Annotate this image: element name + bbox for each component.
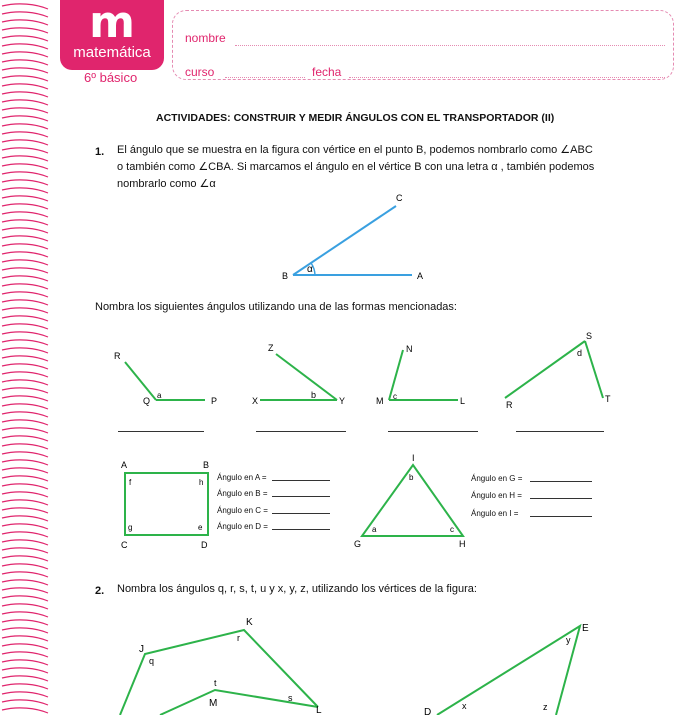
example-label-alpha: α bbox=[307, 264, 313, 275]
sq-label-d: D bbox=[201, 540, 208, 550]
tri-label-g: G bbox=[354, 539, 362, 549]
angle-rqp bbox=[114, 351, 217, 406]
name-label: nombre bbox=[185, 31, 226, 45]
page-title: ACTIVIDADES: CONSTRUIR Y MEDIR ÁNGULOS CON EL TRANSPORTADOR (II) bbox=[156, 112, 555, 124]
label-r1: R bbox=[114, 351, 121, 361]
label-t: T bbox=[605, 394, 611, 404]
q2-label-e: E bbox=[582, 623, 589, 634]
example-label-c: C bbox=[396, 193, 403, 203]
q2-label-q: q bbox=[149, 656, 155, 666]
q2-number: 2. bbox=[95, 585, 105, 597]
q2-label-r: r bbox=[237, 633, 240, 643]
sq-label-c: C bbox=[121, 540, 128, 550]
label-b2: b bbox=[311, 390, 317, 400]
q2-label-z: z bbox=[543, 702, 548, 712]
logo-subject: matemática bbox=[73, 44, 151, 61]
q2-figure-right bbox=[424, 623, 589, 715]
label-z: Z bbox=[268, 343, 274, 353]
triangle-answer-g: Ángulo en G = bbox=[471, 474, 523, 483]
q1-number: 1. bbox=[95, 146, 105, 158]
q2-label-l: L bbox=[316, 705, 322, 715]
q1-line3: nombrarlo como ∠α bbox=[117, 178, 216, 190]
example-angle bbox=[282, 193, 423, 281]
square-answer-b: Ángulo en B = bbox=[217, 489, 268, 498]
square-answer-a: Ángulo en A = bbox=[217, 473, 267, 482]
tri-label-c: c bbox=[450, 525, 454, 534]
tri-label-i: I bbox=[412, 453, 415, 463]
q2-figure-left bbox=[120, 617, 322, 715]
label-l: L bbox=[460, 396, 466, 406]
example-label-a: A bbox=[417, 271, 424, 281]
label-a1: a bbox=[157, 391, 162, 400]
label-s: S bbox=[586, 331, 593, 341]
sq-label-f: f bbox=[129, 478, 132, 487]
sq-label-e: e bbox=[198, 523, 203, 532]
q1-instruction: Nombra los siguientes ángulos utilizando una de las formas mencionadas: bbox=[95, 301, 457, 313]
tri-label-b: b bbox=[409, 473, 414, 482]
label-x: X bbox=[252, 396, 259, 406]
q2-label-y: y bbox=[566, 635, 571, 645]
logo-letter: m bbox=[89, 0, 135, 48]
label-p1: P bbox=[211, 396, 218, 406]
triangle-ghi bbox=[354, 453, 466, 549]
q2-label-x: x bbox=[462, 701, 467, 711]
q2-label-s: s bbox=[288, 693, 293, 703]
square-answer-d: Ángulo en D = bbox=[217, 522, 268, 531]
angle-zyx bbox=[252, 343, 345, 406]
angle-rst bbox=[505, 331, 611, 410]
q2-label-k: K bbox=[246, 617, 253, 628]
label-y: Y bbox=[339, 396, 346, 406]
sq-label-h: h bbox=[199, 478, 204, 487]
date-label: fecha bbox=[312, 65, 342, 79]
label-r4: R bbox=[506, 400, 513, 410]
label-q1: Q bbox=[143, 396, 151, 406]
q2-label-j: J bbox=[139, 644, 144, 655]
q2-label-t: t bbox=[214, 678, 217, 688]
label-c3: c bbox=[393, 392, 397, 401]
label-m: M bbox=[376, 396, 384, 406]
label-n: N bbox=[406, 344, 413, 354]
q2-label-m: M bbox=[209, 698, 218, 709]
q1-line2: o también como ∠CBA. Si marcamos el ángulo en el vértice B con una letra α , también podemos bbox=[117, 161, 595, 173]
square-abcd bbox=[121, 460, 209, 550]
sq-label-a: A bbox=[121, 460, 128, 470]
tri-label-a: a bbox=[372, 525, 377, 534]
angle-nml bbox=[376, 344, 465, 406]
q2-label-d: D bbox=[424, 707, 432, 715]
triangle-answer-h: Ángulo en H = bbox=[471, 491, 522, 500]
label-d4: d bbox=[577, 348, 583, 358]
tri-label-h: H bbox=[459, 539, 466, 549]
q1-line1: El ángulo que se muestra en la figura con vértice en el punto B, podemos nombrarlo como ∠ABC bbox=[117, 144, 593, 156]
triangle-answer-i: Ángulo en I = bbox=[471, 509, 519, 518]
example-label-b: B bbox=[282, 271, 289, 281]
grade-label: 6º básico bbox=[84, 70, 138, 85]
course-label: curso bbox=[185, 65, 215, 79]
square-answer-c: Ángulo en C = bbox=[217, 506, 268, 515]
sq-label-b: B bbox=[203, 460, 210, 470]
sq-label-g: g bbox=[128, 523, 133, 532]
q2-text: Nombra los ángulos q, r, s, t, u y x, y, z, utilizando los vértices de la figura: bbox=[117, 583, 477, 595]
